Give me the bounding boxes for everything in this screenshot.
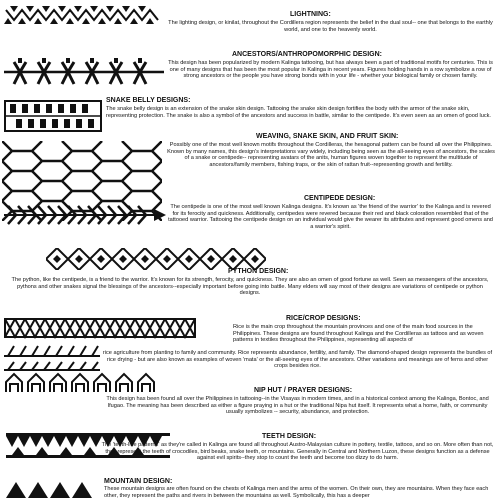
section-text-python: The python, like the centipede, is a friend to the warrior. It's known for its strength, ferocity, and quickness. They are also an omen of good fortune as well. Seen as messengers of the ancestors, pythons and other snakes signal the blessings of the ancestors--especially important before going into battle. Many elders will say most of their designs are variations of centipede or python designs. bbox=[11, 277, 489, 297]
section-text-teeth: The 'teeth-like patterns' as they're called in Kalinga are found all throughout Austro-Malaysian culture in pottery, textile, tattoos, and so on. More often than not, they represent the teeth of crocodiles, bird beaks, snake teeth, or mountains. Generally in Central and Northern Luzon, these designs function as a defense against evil spirits--they stop to count the teeth and become too dizzy to do harm. bbox=[101, 442, 494, 462]
section-title-teeth: TEETH DESIGN: bbox=[262, 433, 317, 440]
section-text-rice-1: Rice is the main crop throughout the mountain provinces and one of the main food sources in the Philippines. These designs are found throughout Kalinga and the Cordilleras as tattoos and as woven patterns in textiles throughout the Philippines, representing all aspects of bbox=[233, 324, 484, 344]
section-text-rice-2: rice agriculture from planting to family and community. Rice represents abundance, fertility, and family. The diamond-shaped design represents the bundles of rice drying - but are also known as examples of woven 'mata' or the all-seeing eyes of the ancestors. Other variations and meanings are of ferns and other crops besides rice. bbox=[102, 350, 493, 370]
section-text-centipede: The centipede is one of the most well known Kalinga designs. It's known as 'the friend of the warrior' to the Kalinga and is revered for its ferocity and quickness. Additionally, centipedes were revered because their red and black coloration resembled that of the tattooed warrior. Tattooing the centipede design on an individual would give the wearer its attributes and represent good omens and a warrior's spirit. bbox=[168, 204, 493, 230]
python-diamond-icon bbox=[46, 248, 266, 270]
section-text-lightning: The lighting design, or kinilat, throughout the Cordillera region represents the belief in the dual soul-- one that belongs to the earthly world, and one to the heavenly world. bbox=[168, 20, 493, 33]
section-title-centipede: CENTIPEDE DESIGN: bbox=[304, 195, 376, 202]
nipa-hut-icon bbox=[4, 372, 164, 394]
section-text-ancestors: This design has been popularized by modern Kalinga tattooing, but has always been a part of traditional motifs for centuries. This is one of many designs that has been the most popular in Kalinga in recent years. Figures holding hands in a row symbolize a row of strong ancestors or the people you have strong bonds with in your life - whether your biological family or chosen family. bbox=[168, 60, 493, 80]
section-title-ancestors: ANCESTORS/ANTHROPOMORPHIC DESIGN: bbox=[232, 51, 382, 58]
section-title-rice: RICE/CROP DESIGNS: bbox=[286, 315, 361, 322]
section-title-lightning: LIGHTNING: bbox=[290, 11, 331, 18]
section-title-nipa: NIP HUT / PRAYER DESIGNS: bbox=[254, 387, 353, 394]
section-title-python: PYTHON DESIGN: bbox=[228, 268, 289, 275]
section-text-nipa: This design has been found all over the Philippines in tattooing--in the Visayas in modern times, and in a historical context among the Kalinga, Bontoc, and Ifugao. The meaning has been described as either a figure praying in a hut or the traditional Nipa hut itself. It represents what a home, faith, or community usually symbolizes -- security, abundance, and protection. bbox=[106, 396, 489, 416]
section-text-weaving: Possibly one of the most well known motifs throughout the Cordilleras, the hexagonal pattern can be found all over the Philippines. Known by many names, this design's interpretations vary widely, including being seen as the all-seeing eyes of ancestors, the scales of a snake or centipede-- representing avatars of the anits, human figures woven together to represent the multitude of ancestors/family members, fishing traps, or the skin of rattan fruit--representing growth and fertility. bbox=[167, 142, 495, 168]
section-title-mountain: MOUNTAIN DESIGN: bbox=[104, 478, 173, 485]
section-title-snake-belly: SNAKE BELLY DESIGNS: bbox=[106, 97, 191, 104]
mountain-icon bbox=[6, 478, 100, 500]
section-text-snake-belly: The snake belly design is an extension of the snake skin design. Tattooing the snake skin design fortifies the body with the armor of the snake skin, representing protection. The snake is also a symbol of the ancestors and success in battle, similar to the centipede. It's even seen as an omen of good luck. bbox=[106, 106, 491, 119]
ancestor-figures-icon bbox=[4, 58, 164, 88]
lightning-pattern-icon bbox=[4, 4, 162, 26]
section-text-mountain: These mountain designs are often found on the chests of Kalinga men and the arms of the women. On their own, they are mountains. When they face each other, they represent the paths and rivers in between the mountains as well. Symbolically, this has a deeper bbox=[104, 486, 489, 499]
section-title-weaving: WEAVING, SNAKE SKIN, AND FRUIT SKIN: bbox=[256, 133, 399, 140]
centipede-icon bbox=[4, 203, 166, 227]
snake-belly-icon bbox=[4, 100, 102, 132]
